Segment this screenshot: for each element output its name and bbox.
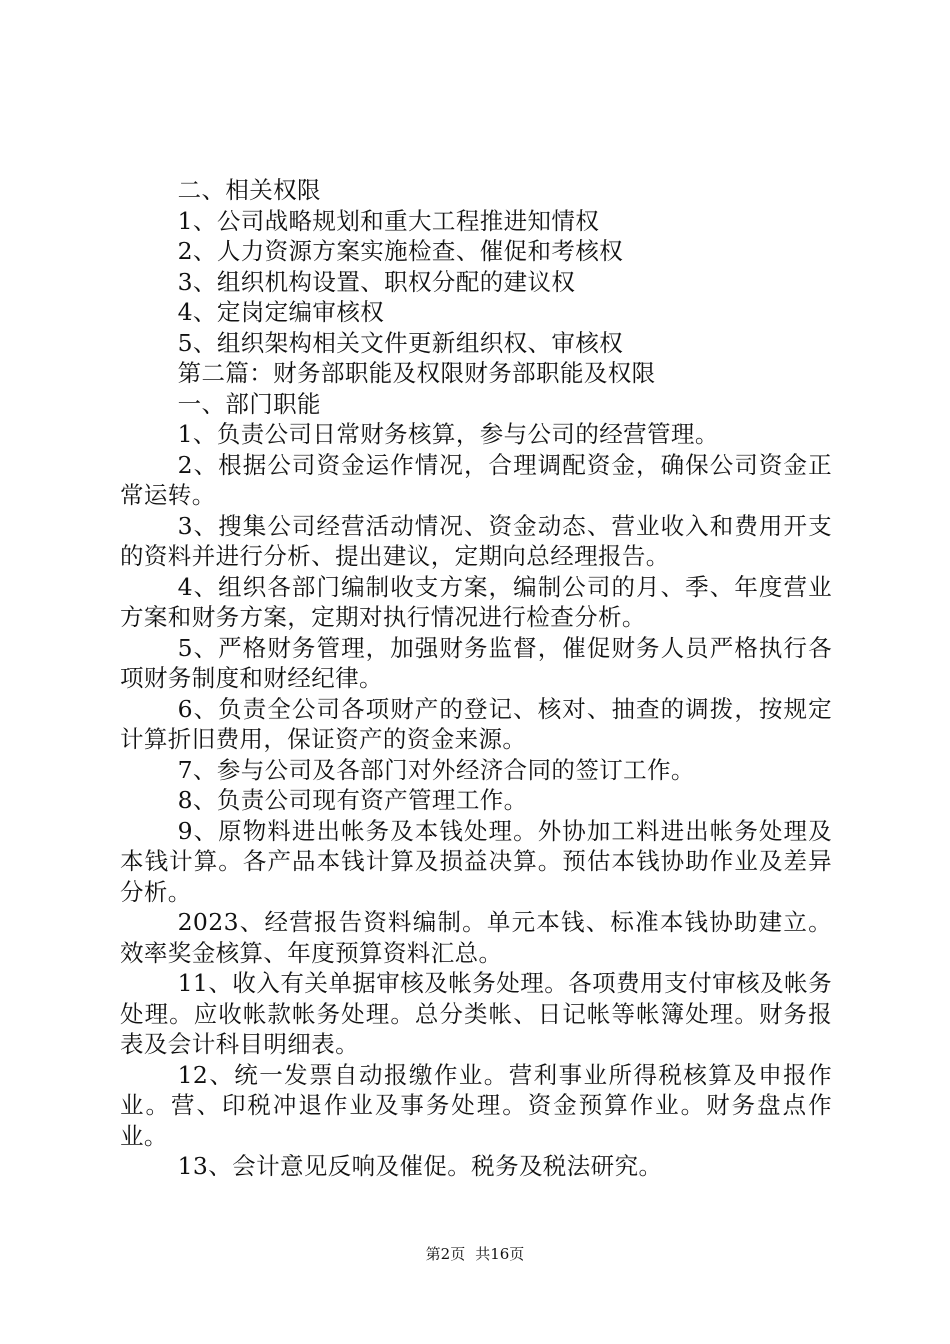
list-item: 3、组织机构设置、职权分配的建议权 bbox=[177, 267, 576, 296]
page-number: 第2页 bbox=[425, 1245, 466, 1263]
list-item: 2023、经营报告资料编制。单元本钱、标准本钱协助建立。效率奖金核算、年度预算资料汇总。 bbox=[120, 908, 832, 967]
list-item: 3、搜集公司经营活动情况、资金动态、营业收入和费用开支的资料并进行分析、提出建议，定期向总经理报告。 bbox=[120, 511, 832, 570]
list-item: 13、会计意见反响及催促。税务及税法研究。 bbox=[177, 1152, 663, 1180]
list-item: 9、原物料进出帐务及本钱处理。外协加工料进出帐务处理及本钱计算。各产品本钱计算及损益决算。预估本钱协助作业及差异分析。 bbox=[120, 816, 832, 906]
list-item: 7、参与公司及各部门对外经济合同的签订工作。 bbox=[177, 755, 695, 784]
list-item: 5、组织架构相关文件更新组织权、审核权 bbox=[177, 328, 624, 357]
list-item: 1、公司战略规划和重大工程推进知情权 bbox=[177, 206, 600, 235]
list-item: 6、负责全公司各项财产的登记、核对、抽查的调拨，按规定计算折旧费用，保证资产的资金来源。 bbox=[120, 694, 832, 753]
list-item: 11、收入有关单据审核及帐务处理。各项费用支付审核及帐务处理。应收帐款帐务处理。总分类帐、日记帐等帐簿处理。财务报表及会计科目明细表。 bbox=[120, 969, 832, 1058]
list-item: 2、根据公司资金运作情况，合理调配资金，确保公司资金正常运转。 bbox=[120, 450, 832, 509]
list-item: 8、负责公司现有资产管理工作。 bbox=[177, 786, 528, 814]
list-item: 1、负责公司日常财务核算，参与公司的经营管理。 bbox=[177, 420, 719, 448]
list-item: 4、组织各部门编制收支方案，编制公司的月、季、年度营业方案和财务方案，定期对执行情况进行检查分析。 bbox=[120, 572, 832, 631]
page-total: 共16页 bbox=[475, 1245, 525, 1263]
page-footer bbox=[0, 1244, 950, 1264]
section-heading-permissions: 二、相关权限 bbox=[177, 176, 321, 204]
section-heading-functions: 一、部门职能 bbox=[177, 389, 321, 418]
chapter-title: 第二篇：财务部职能及权限财务部职能及权限 bbox=[177, 359, 656, 387]
list-item: 4、定岗定编审核权 bbox=[177, 298, 385, 326]
list-item: 5、严格财务管理，加强财务监督，催促财务人员严格执行各项财务制度和财经纪律。 bbox=[120, 633, 832, 692]
document-body bbox=[120, 175, 832, 1182]
list-item: 12、统一发票自动报缴作业。营利事业所得税核算及申报作业。营、印税冲退作业及事务处理。资金预算作业。财务盘点作业。 bbox=[120, 1060, 832, 1150]
list-item: 2、人力资源方案实施检查、催促和考核权 bbox=[177, 237, 624, 265]
